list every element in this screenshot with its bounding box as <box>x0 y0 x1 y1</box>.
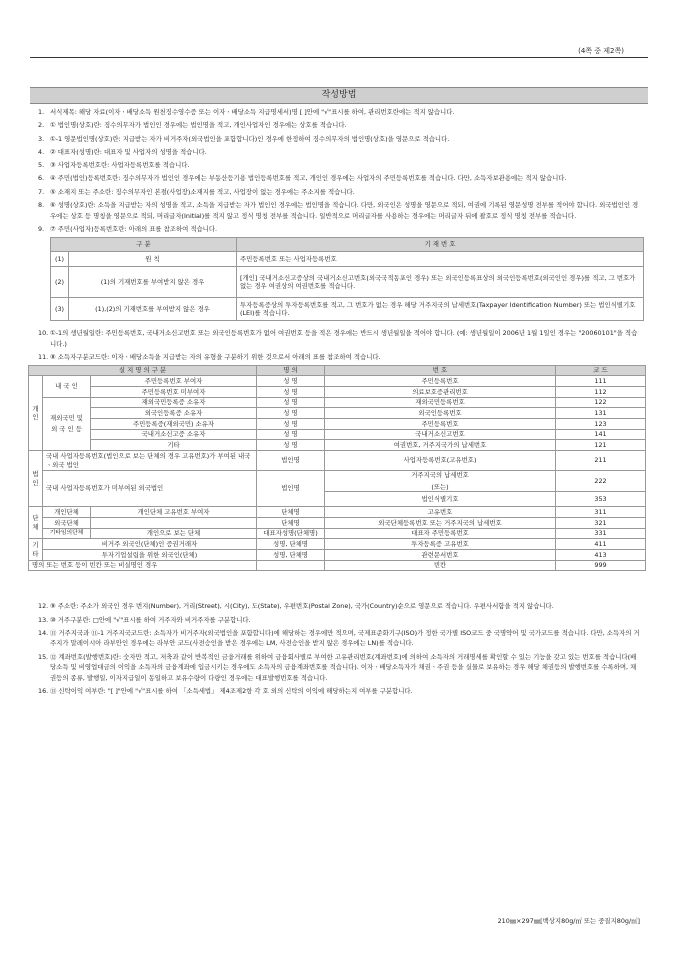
code-cell: 131 <box>556 408 646 419</box>
name-cell: 법인명 <box>257 471 325 507</box>
name-cell: 성명, 단체명 <box>257 539 325 550</box>
number-cell: 투자등록증 고유번호 <box>325 539 556 550</box>
instruction-item <box>38 147 642 158</box>
table-row <box>29 528 646 539</box>
instruction-item <box>38 187 642 198</box>
instruction-text: ② 대표자(성명)란: 대표자 및 사업자의 성명을 적습니다. <box>50 147 207 156</box>
name-cell: 성명, 단체명 <box>257 550 325 561</box>
row-no: (3) <box>51 298 69 321</box>
table-row <box>51 252 644 267</box>
code-cell: 123 <box>556 419 646 430</box>
header-number: 기 재 번 호 <box>237 238 644 252</box>
instruction-text: ⑬ 신탁이익 여부란: "[ ]"안에 "√"표시를 하여 「소득세법」 제4조제2항 각 호 외의 신탁의 이익에 해당하는지 여부를 구분합니다. <box>50 687 413 696</box>
table-row <box>29 397 646 408</box>
instruction-item <box>38 107 642 118</box>
instruction-item <box>38 652 642 684</box>
table-row <box>29 376 646 387</box>
section-title: 작성방법 <box>30 87 648 104</box>
code-cell: 222 <box>556 471 646 492</box>
type-cell: 기타 <box>91 440 257 451</box>
group-label: 내 국 인 <box>43 376 91 397</box>
number-cell: 외국단체등록번호 또는 거주지국의 납세번호 <box>325 517 556 528</box>
name-cell: 법인명 <box>257 451 325 471</box>
header-category: 구 분 <box>51 238 237 252</box>
code-cell: 999 <box>556 560 646 571</box>
group-label: 개인 <box>29 376 43 451</box>
type-cell: 비거주 외국인(단체)인 증권거래자 <box>43 539 257 550</box>
table-row <box>51 298 644 321</box>
page-number: (4쪽 중 제2쪽) <box>578 47 624 55</box>
instruction-text: ⑩ 거주구분란: □안에 "√"표시를 하여 거주자와 비거주자를 구분합니다. <box>50 615 251 624</box>
instruction-text: ① 법인명(상호)란: 징수의무자가 법인인 경우에는 법인명을 적고, 개인사업자인 경우에는 상호를 적습니다. <box>50 121 347 130</box>
code-cell: 111 <box>556 376 646 387</box>
type-cell: 주민등록번호 부여자 <box>91 376 257 387</box>
type-cell: 개인단체 고유번호 부여자 <box>91 507 257 518</box>
table-row <box>29 429 646 440</box>
instruction-text: ⑦ 주민(사업자)등록번호란: 아래의 표를 참조하여 적습니다. <box>50 224 218 233</box>
group-label: 기타 <box>29 539 43 560</box>
paper-spec: 210㎜×297㎜[백상지80g/㎡ 또는 중질지80g/㎡] <box>497 917 640 925</box>
instruction-text: 서식제목: 해당 자료(이자ㆍ배당소득 원천징수영수증 또는 이자ㆍ배당소득 지급명세서)명 [ ]안에 "√"표시를 하여, 관리번호란에는 적지 않습니다. <box>50 108 455 116</box>
group-label: 법인 <box>29 451 43 507</box>
type-cell: 주민등록증(재외국민) 소유자 <box>91 419 257 430</box>
code-cell: 321 <box>556 517 646 528</box>
number-cell: 고유번호 <box>325 507 556 518</box>
instruction-text: ⑨ 주소란: 주소가 외국인 경우 번지(Number), 거리(Street), 시(City), 도(State), 우편번호(Postal Zone), 국가(Country)순으로 영문으로 적습니다. 우편사서함을 적지 않습니다. <box>50 602 554 611</box>
row-desc: [개인] 국내거소신고증상의 국내거소신고번호(외국국적동포인 경우) 또는 외국인등록표상의 외국인등록번호(외국인인 경우)를 적고, 그 번호가 없는 경우 여권상의 여권번호를 적습니다. <box>237 267 644 298</box>
instructions-body <box>32 107 642 699</box>
row-desc: 투자등록증상의 투자등록번호를 적고, 그 번호가 없는 경우 해당 거주지국의 납세번호(Taxpayer Identification Number) 또는 법인식별기호(LEI)를 적습니다. <box>237 298 644 321</box>
table-row <box>29 517 646 528</box>
instruction-number: 11. <box>38 352 49 361</box>
instruction-text: ①-1 영문법인명(상호)란: 지급받는 자가 비거주자(외국법인을 포함합니다)인 경우에 한정하여 징수의무자의 법인명(상호)을 영문으로 적습니다. <box>50 134 450 143</box>
group-label: 단체 <box>29 507 43 539</box>
code-cell: 311 <box>556 507 646 518</box>
code-cell: 112 <box>556 386 646 397</box>
type-cell <box>91 517 257 528</box>
instruction-number: 9. <box>38 224 45 233</box>
name-cell: 성 명 <box>257 408 325 419</box>
instruction-number: 8. <box>38 201 45 210</box>
instruction-item <box>38 615 642 626</box>
type-cell: 개인으로 보는 단체 <box>91 528 257 539</box>
number-cell: 재외국민등록번호 <box>325 397 556 408</box>
instruction-list-c <box>38 601 642 696</box>
name-cell <box>257 560 325 571</box>
name-cell: 성 명 <box>257 429 325 440</box>
type-cell: 주민등록번호 미부여자 <box>91 386 257 397</box>
instruction-text: ⑫ 계좌번호(발행번호)란: 숫자만 적고, 저축과 같이 반복적인 금융거래를 위하여 금융회사별로 부여한 고유관리번호(계좌번호)에 의하여 소득자의 거래명세를 확인할 수 있는 기능을 갖고 있는 번호를 적습니다(배당소득 및 비영업대금의 이익을 소득자의 금융계좌에 입금시키는 경우에도 소득자의 금융계좌번호를 적습니다). 이자ㆍ배당소득자가 채권ㆍ주권 등을 실물로 보유하는 경우 해당 채권등의 발행번호를 수록하며, 채권등의 종류, 발행일, 이자지급일이 동일하고 보유수량이 다량인 경우에는 대표발행번호를 적습니다. <box>50 652 637 682</box>
instruction-item <box>38 160 642 171</box>
code-cell: 331 <box>556 528 646 539</box>
type-cell: 재외국민등록증 소유자 <box>91 397 257 408</box>
instruction-text: ④ 주민(법인)등록번호란: 징수의무자가 법인인 경우에는 부동산등기용 법인등록번호를 적고, 개인인 경우에는 사업자의 주민등록번호를 적습니다. 다만, 소득자보관용에는 적지 않습니다. <box>50 174 567 183</box>
table-row <box>29 440 646 451</box>
row-desc: 주민등록번호 또는 사업자등록번호 <box>237 252 644 267</box>
instruction-text: ⑥ 성명(상호)란: 소득을 지급받는 자의 성명을 적고, 소득을 지급받는 자가 법인인 경우에는 법인명을 적습니다. 다만, 외국인은 성명을 영문으로 적되, 여권에 기록된 영문성명 전부를 적어야 합니다. 외국법인인 경우에는 상호 등 명칭을 영문으로 적되, 머리글자(Initial)를 적지 않고 정식 명칭 전부를 적습니다. 일반적으로 머리글자를 사용하는 경우에는 머리글자 뒤에 괄호로 정식 명칭 전부를 적습니다. <box>50 201 639 220</box>
top-rule <box>30 57 648 58</box>
instruction-list-a <box>38 107 642 234</box>
type-cell: 명의 또는 번호 등이 빈칸 또는 비실명인 경우 <box>29 560 257 571</box>
number-reference-table <box>50 237 644 321</box>
table-row <box>29 408 646 419</box>
name-cell: 성 명 <box>257 376 325 387</box>
number-cell: 법인식별기호 <box>325 492 556 507</box>
instruction-number: 13. <box>38 615 49 624</box>
row-category: (1),(2)의 기재번호를 부여받지 않은 경우 <box>69 298 237 321</box>
header-type: 실 지 명 의 구 분 <box>29 366 257 376</box>
instruction-number: 5. <box>38 161 45 170</box>
instruction-number: 1. <box>38 108 45 116</box>
instruction-number: 3. <box>38 134 45 143</box>
instruction-text: ⑧ 소득자구분코드란: 이자ㆍ배당소득을 지급받는 자의 유형을 구분하기 위한 것으로서 아래의 표를 참조하여 적습니다. <box>50 352 381 361</box>
name-cell: 성 명 <box>257 386 325 397</box>
instruction-number: 10. <box>38 329 49 338</box>
subgroup-cell: 기타임의단체 <box>43 528 91 539</box>
type-cell: 투자기업설립을 위한 외국인(단체) <box>43 550 257 561</box>
instruction-text: ⑪ 거주지국과 ⑪-1 거주지국코드란: 소득자가 비거주자(외국법인을 포함합니다)에 해당하는 경우에만 적으며, 국제표준화기구(ISO)가 정한 국가별 ISO코드 중 국명약어 및 국가코드를 적습니다. 다만, 소득자의 거주지가 말레이시아 라부안인 경우에는 라부안 코드(사전승인을 받은 경우에는 LM, 사전승인을 받지 않은 경우에는 LN)를 적습니다. <box>50 628 640 648</box>
code-cell: 211 <box>556 451 646 471</box>
code-cell: 353 <box>556 492 646 507</box>
type-cell: 외국인등록증 소유자 <box>91 408 257 419</box>
instruction-item <box>38 628 642 649</box>
code-cell: 141 <box>556 429 646 440</box>
instruction-item <box>38 601 642 612</box>
header-number: 번 호 <box>325 366 556 376</box>
instruction-item <box>38 200 642 221</box>
table-row <box>29 550 646 561</box>
name-cell: 성 명 <box>257 397 325 408</box>
name-cell: 단체명 <box>257 507 325 518</box>
row-no: (2) <box>51 267 69 298</box>
instruction-item <box>38 134 642 145</box>
number-cell: 대표자 주민등록번호 <box>325 528 556 539</box>
name-cell: 성 명 <box>257 440 325 451</box>
table-row <box>51 267 644 298</box>
name-cell: 단체명 <box>257 517 325 528</box>
instruction-item <box>38 328 642 349</box>
number-cell: 빈칸 <box>325 560 556 571</box>
number-cell <box>325 471 556 492</box>
row-category: (1)의 기재번호를 부여받지 않은 경우 <box>69 267 237 298</box>
row-category: 원 칙 <box>69 252 237 267</box>
instruction-list-b <box>38 328 642 362</box>
row-no: (1) <box>51 252 69 267</box>
instruction-text: ⑤ 소재지 또는 주소란: 징수의무자인 본점(사업장)소재지를 적고, 사업장이 없는 경우에는 주소지를 적습니다. <box>50 187 355 196</box>
subgroup-cell: 외국단체 <box>43 517 91 528</box>
instruction-number: 4. <box>38 147 45 156</box>
header-name: 명 의 <box>257 366 325 376</box>
table-row <box>29 451 646 471</box>
instruction-text: ①-1의 생년월일란: 주민등록번호, 국내거소신고번호 또는 외국인등록번호가 없어 여권번호 등을 적은 경우에는 반드시 생년월일을 적어야 합니다. (예: 생년월일이 2006년 1월 1일인 경우는 "20060101"을 적습니다.) <box>50 329 638 348</box>
table-row <box>29 539 646 550</box>
group-label: 재외국민 및 외 국 인 등 <box>43 397 91 450</box>
number-cell: 의료보호증관리번호 <box>325 386 556 397</box>
number-cell: 외국인등록번호 <box>325 408 556 419</box>
table-row <box>29 507 646 518</box>
table-row <box>29 471 646 492</box>
instruction-number: 16. <box>38 687 49 696</box>
code-cell: 121 <box>556 440 646 451</box>
type-cell: 국내거소신고증 소유자 <box>91 429 257 440</box>
number-cell: 국내거소신고번호 <box>325 429 556 440</box>
instruction-number: 12. <box>38 602 49 611</box>
spacer <box>38 571 642 601</box>
type-cell: 국내 사업자등록번호(법인으로 보는 단체의 경우 고유번호)가 부여된 내국ㆍ외국 법인 <box>43 451 257 471</box>
instruction-number: 6. <box>38 174 45 183</box>
header-code: 코 드 <box>556 366 646 376</box>
code-cell: 122 <box>556 397 646 408</box>
instruction-item <box>38 224 642 235</box>
number-cell: 주민등록번호 <box>325 376 556 387</box>
code-cell: 411 <box>556 539 646 550</box>
instruction-number: 7. <box>38 187 45 196</box>
number-cell: 사업자등록번호(고유번호) <box>325 451 556 471</box>
name-cell: 성 명 <box>257 419 325 430</box>
instruction-number: 15. <box>38 652 49 661</box>
table-row <box>29 560 646 571</box>
instruction-item <box>38 352 642 363</box>
number-cell: 관련문서번호 <box>325 550 556 561</box>
name-cell: 대표자성명(단체명) <box>257 528 325 539</box>
number-cell: 주민등록번호 <box>325 419 556 430</box>
number-cell: 여권번호, 거주지국가의 납세번호 <box>325 440 556 451</box>
number-line: 거주지국의 납세번호 <box>411 471 469 480</box>
table-row <box>29 386 646 397</box>
subgroup-cell: 개인단체 <box>43 507 91 518</box>
instruction-number: 2. <box>38 121 45 130</box>
type-cell: 국내 사업자등록번호가 미부여된 외국법인 <box>43 471 257 507</box>
instruction-item <box>38 686 642 697</box>
table-row <box>29 419 646 430</box>
instruction-number: 14. <box>38 628 49 637</box>
instruction-item <box>38 120 642 131</box>
number-line: (또는) <box>431 482 449 491</box>
instruction-text: ③ 사업자등록번호란: 사업자등록번호를 적습니다. <box>50 161 190 170</box>
instruction-item <box>38 173 642 184</box>
code-cell: 413 <box>556 550 646 561</box>
income-earner-code-table <box>28 365 646 571</box>
